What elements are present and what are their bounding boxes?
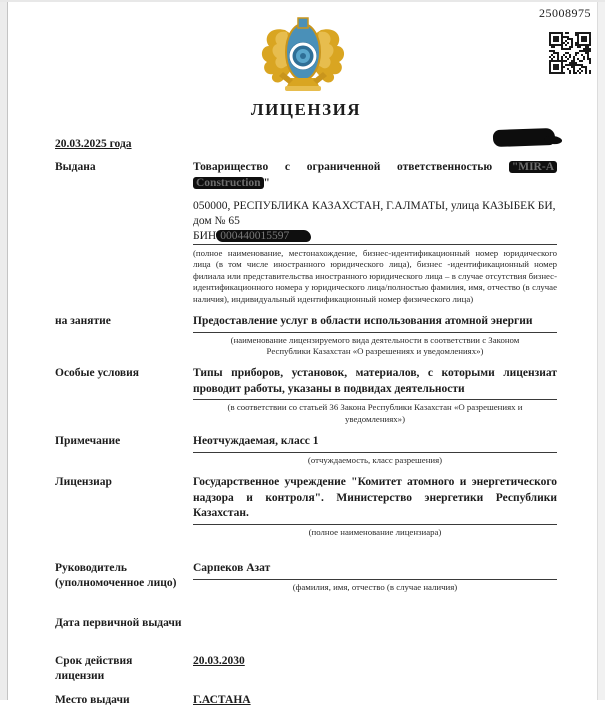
field-note [55,434,557,466]
field-label: на занятие [55,315,111,328]
qr-code [549,32,591,74]
field-label: Особые условия [55,367,139,380]
head-value: Сарпеков Азат [193,561,557,580]
field-label: Место выдачи [55,693,130,706]
redaction-company-part1: "MIR-A [509,161,557,173]
field-validity [55,654,557,684]
validity-value: 20.03.2030 [193,655,245,668]
field-first-issue-date [55,616,557,631]
redaction-company-part2: Construction [193,177,264,189]
field-head [55,561,557,593]
kazakhstan-coat-of-arms-icon [255,16,351,103]
field-label: Выдана [55,161,96,173]
issue-date: 20.03.2025 года [55,138,132,150]
special-conditions-value: Типы приборов, установок, материалов, с которыми лицензиат проводит работы, указаны в подвидах деятельности [193,366,557,400]
note-value: Неотчуждаемая, класс 1 [193,434,557,453]
field-label: Дата первичной выдачи [55,617,182,630]
company-name [193,160,557,191]
company-bin [193,230,557,242]
scan-edge-left [0,0,8,700]
field-label: Примечание [55,435,121,448]
field-licensor [55,475,557,538]
field-activity [55,314,557,357]
activity-value: Предоставление услуг в области использования атомной энергии [193,314,557,333]
field-special-conditions [55,366,557,425]
redaction-bin: 000440015597 [216,230,311,242]
field-issued-to [55,160,557,305]
field-caption: (полное наименование лицензиара) [308,526,442,537]
field-caption: (фамилия, имя, отчество (в случае наличия) [292,581,458,592]
company-name-prefix: Товарищество с ограниченной ответственностью [193,161,509,173]
field-issue-place [55,693,557,709]
redaction-mark [493,128,556,147]
document-number: 25008975 [539,6,591,20]
issue-date-row [55,134,557,160]
field-caption: (отчуждаемость, класс разрешения) [307,454,443,465]
field-label: Срок действия лицензии [55,655,133,682]
company-name-suffix: " [263,176,270,189]
scan-edge-right [597,0,605,700]
field-caption: (полное наименование, местонахождение, бизнес-идентификационный номер юридического лица (в том числе иностранного юридического лица), бизнес -идентификационный номер филиала или представительства иностранного юридического лица – в случае отсутствия бизнес-идентификационного номера у юридического лица/полностью фамилия, имя, отчество (в случае наличия), индивидуальный идентификационный номер физического лица) [193,244,557,305]
field-label: Руководитель (уполномоченное лицо) [55,562,177,590]
field-caption: (в соответствии со статьей 36 Закона Республики Казахстан «О разрешениях и уведомлениях») [227,402,523,424]
field-caption: (наименование лицензируемого вида деятельности в соответствии с Законом Республики Казахстан «О разрешениях и уведомлениях») [230,334,520,356]
bin-label: БИН [193,229,217,242]
field-label: Лицензиар [55,476,112,489]
licensor-value: Государственное учреждение "Комитет атомного и энергетического надзора и контроля". Министерство энергетики Республики Казахстан. [193,475,557,525]
issue-place-value: Г.АСТАНА [193,693,251,706]
license-document [55,100,557,717]
document-title: ЛИЦЕНЗИЯ [250,100,362,119]
scan-edge-top [0,0,605,2]
company-address: 050000, РЕСПУБЛИКА КАЗАХСТАН, Г.АЛМАТЫ, улица КАЗЫБЕК БИ, дом № 65 [193,200,556,227]
